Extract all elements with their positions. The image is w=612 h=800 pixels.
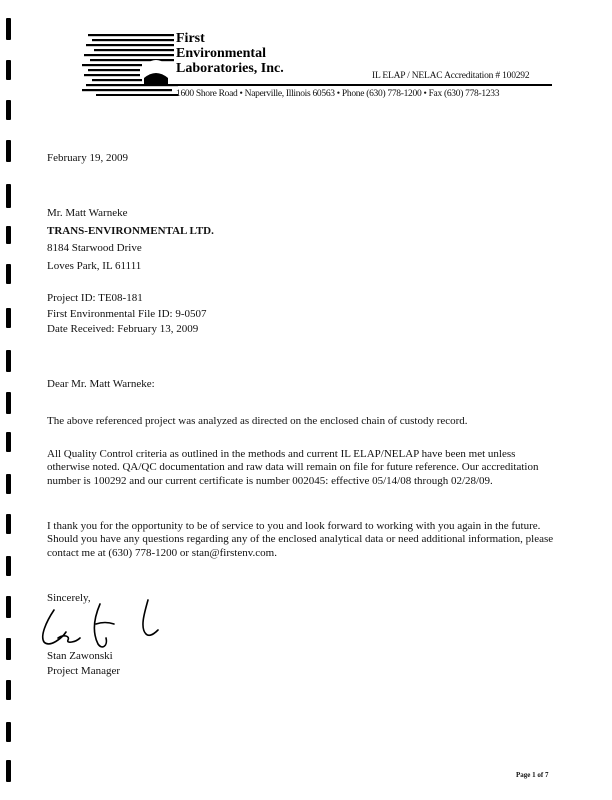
company-logo (82, 28, 178, 98)
salutation: Dear Mr. Matt Warneke: (47, 378, 155, 390)
letter-date: February 19, 2009 (47, 152, 128, 164)
signer-title: Project Manager (47, 665, 120, 677)
company-name-line: Environmental (176, 46, 266, 61)
letterhead-rule (176, 84, 552, 86)
company-name-line: Laboratories, Inc. (176, 61, 284, 76)
project-id: Project ID: TE08-181 (47, 292, 143, 304)
body-paragraph: I thank you for the opportunity to be of service to you and look forward to working with you again in the future. Should you have any questions regarding any of the enclosed analytical data or need additional information, please contact me at (630) 778-1200 or stan@firstenv.com. (47, 520, 554, 559)
company-address: 1600 Shore Road • Naperville, Illinois 60563 • Phone (630) 778-1200 • Fax (630) 778-1233 (176, 89, 500, 99)
recipient-name: Mr. Matt Warneke (47, 207, 128, 219)
page-number: Page 1 of 7 (516, 771, 549, 779)
handwritten-signature (36, 598, 176, 658)
recipient-company: TRANS-ENVIRONMENTAL LTD. (47, 225, 214, 237)
file-id: First Environmental File ID: 9-0507 (47, 308, 207, 320)
recipient-city: Loves Park, IL 61111 (47, 260, 142, 272)
accreditation-number: IL ELAP / NELAC Accreditation # 100292 (372, 71, 530, 81)
body-paragraph: All Quality Control criteria as outlined in the methods and current IL ELAP/NELAP have been met unless otherwise noted. QA/QC documentation and raw data will remain on file for future reference. Our accreditation number is 100292 and our current certificate is number 002045: effective 05/14/08 through 02/28/09. (47, 448, 539, 487)
closing: Sincerely, (47, 592, 91, 604)
company-name (176, 31, 284, 76)
company-name-line: First (176, 31, 205, 46)
signer-name: Stan Zawonski (47, 650, 113, 662)
date-received: Date Received: February 13, 2009 (47, 323, 199, 335)
recipient-street: 8184 Starwood Drive (47, 242, 142, 254)
body-paragraph: The above referenced project was analyzed as directed on the enclosed chain of custody record. (47, 415, 468, 427)
